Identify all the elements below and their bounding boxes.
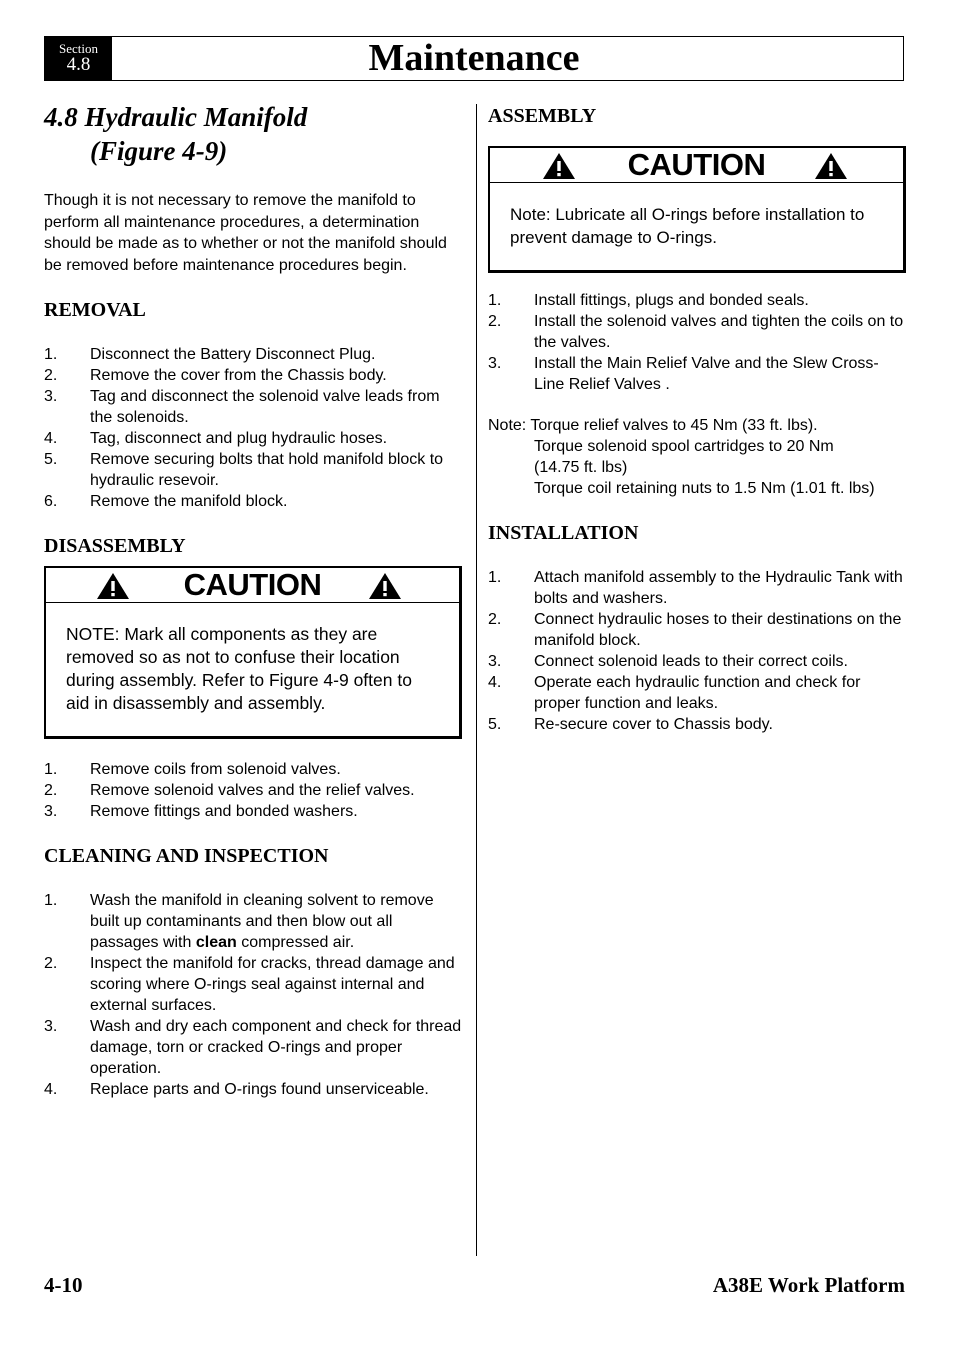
list-item: 1. Disconnect the Battery Disconnect Plug. [44,346,376,363]
cleaning-steps [44,890,464,1100]
caution-header [46,568,459,603]
list-item: 3. Connect solenoid leads to their correct coils. [488,653,848,670]
list-item: 2. Remove the cover from the Chassis body. [44,367,387,384]
assembly-heading: ASSEMBLY [488,105,597,127]
installation-steps [488,567,906,735]
list-item: 3. Wash and dry each component and check for thread damage, torn or cracked O-rings and proper operation. [44,1018,462,1077]
list-item: 5. Remove securing bolts that hold manifold block to hydraulic resevoir. [44,451,444,489]
list-item: 3. Remove fittings and bonded washers. [44,803,358,820]
list-item: 4. Replace parts and O-rings found unserviceable. [44,1081,429,1098]
intro-paragraph: Though it is not necessary to remove the manifold to perform all maintenance procedures, a determination should be made as to whether or not the manifold should be removed before maintenance procedures begin. [44,192,447,274]
caution-header [490,148,903,183]
caution-text: NOTE: Mark all components as they are removed so as not to confuse their location during assembly. Refer to Figure 4-9 often to aid in disassembly and assembly. [66,624,412,713]
torque-note-line3: Torque coil retaining nuts to 1.5 Nm (1.01 ft. lbs) [534,480,875,497]
removal-heading: REMOVAL [44,299,146,321]
torque-note-line1: Note: Torque relief valves to 45 Nm (33 ft. lbs). [488,417,818,434]
list-item: 1. Wash the manifold in cleaning solvent to remove built up contaminants and then blow out all passages with clean compressed air. [44,892,434,951]
list-item: 6. Remove the manifold block. [44,493,288,510]
caution-box-assembly [488,146,906,273]
list-item: 4. Tag, disconnect and plug hydraulic hoses. [44,430,388,447]
section-title-line2: (Figure 4-9) [90,136,228,166]
list-item: 2. Inspect the manifold for cracks, thread damage and scoring where O-rings seal against internal and external surfaces. [44,955,455,1014]
warning-icon [814,152,848,180]
section-label: Section [59,41,98,56]
disassembly-steps [44,759,464,822]
list-item: 2. Install the solenoid valves and tighten the coils on to the valves. [488,313,904,351]
installation-heading: INSTALLATION [488,522,639,544]
list-item: 1. Install fittings, plugs and bonded seals. [488,292,809,309]
right-column [488,100,906,735]
column-divider [476,104,477,1256]
section-title [44,100,464,168]
caution-text: Note: Lubricate all O-rings before installation to prevent damage to O-rings. [510,205,865,247]
section-number: 4.8 [66,54,91,75]
list-item: 2. Remove solenoid valves and the relief valves. [44,782,415,799]
cleaning-heading: CLEANING AND INSPECTION [44,845,329,867]
list-item: 1. Attach manifold assembly to the Hydraulic Tank with bolts and washers. [488,569,903,607]
torque-note-line2: Torque solenoid spool cartridges to 20 Nm (14.75 ft. lbs) [534,438,834,476]
left-column [44,100,464,1100]
torque-note [488,415,906,499]
caution-label: CAUTION [627,147,766,182]
warning-icon [368,572,402,600]
warning-icon [542,152,576,180]
assembly-steps [488,290,906,395]
product-name: A38E Work Platform [712,1273,905,1297]
page-title: Maintenance [368,37,580,79]
warning-icon [96,572,130,600]
caution-box-disassembly [44,566,462,739]
caution-label: CAUTION [183,567,322,602]
page-number: 4-10 [44,1273,83,1297]
page-header [44,36,904,81]
removal-steps [44,344,464,512]
list-item: 3. Install the Main Relief Valve and the Slew Cross- Line Relief Valves . [488,355,879,393]
disassembly-heading: DISASSEMBLY [44,535,186,557]
list-item: 2. Connect hydraulic hoses to their destinations on the manifold block. [488,611,902,649]
list-item: 4. Operate each hydraulic function and check for proper function and leaks. [488,674,861,712]
list-item: 3. Tag and disconnect the solenoid valve leads from the solenoids. [44,388,440,426]
section-title-line1: 4.8 Hydraulic Manifold [44,102,308,132]
emphasis-clean: clean [195,934,237,951]
list-item: 5. Re-secure cover to Chassis body. [488,716,773,733]
list-item: 1. Remove coils from solenoid valves. [44,761,341,778]
